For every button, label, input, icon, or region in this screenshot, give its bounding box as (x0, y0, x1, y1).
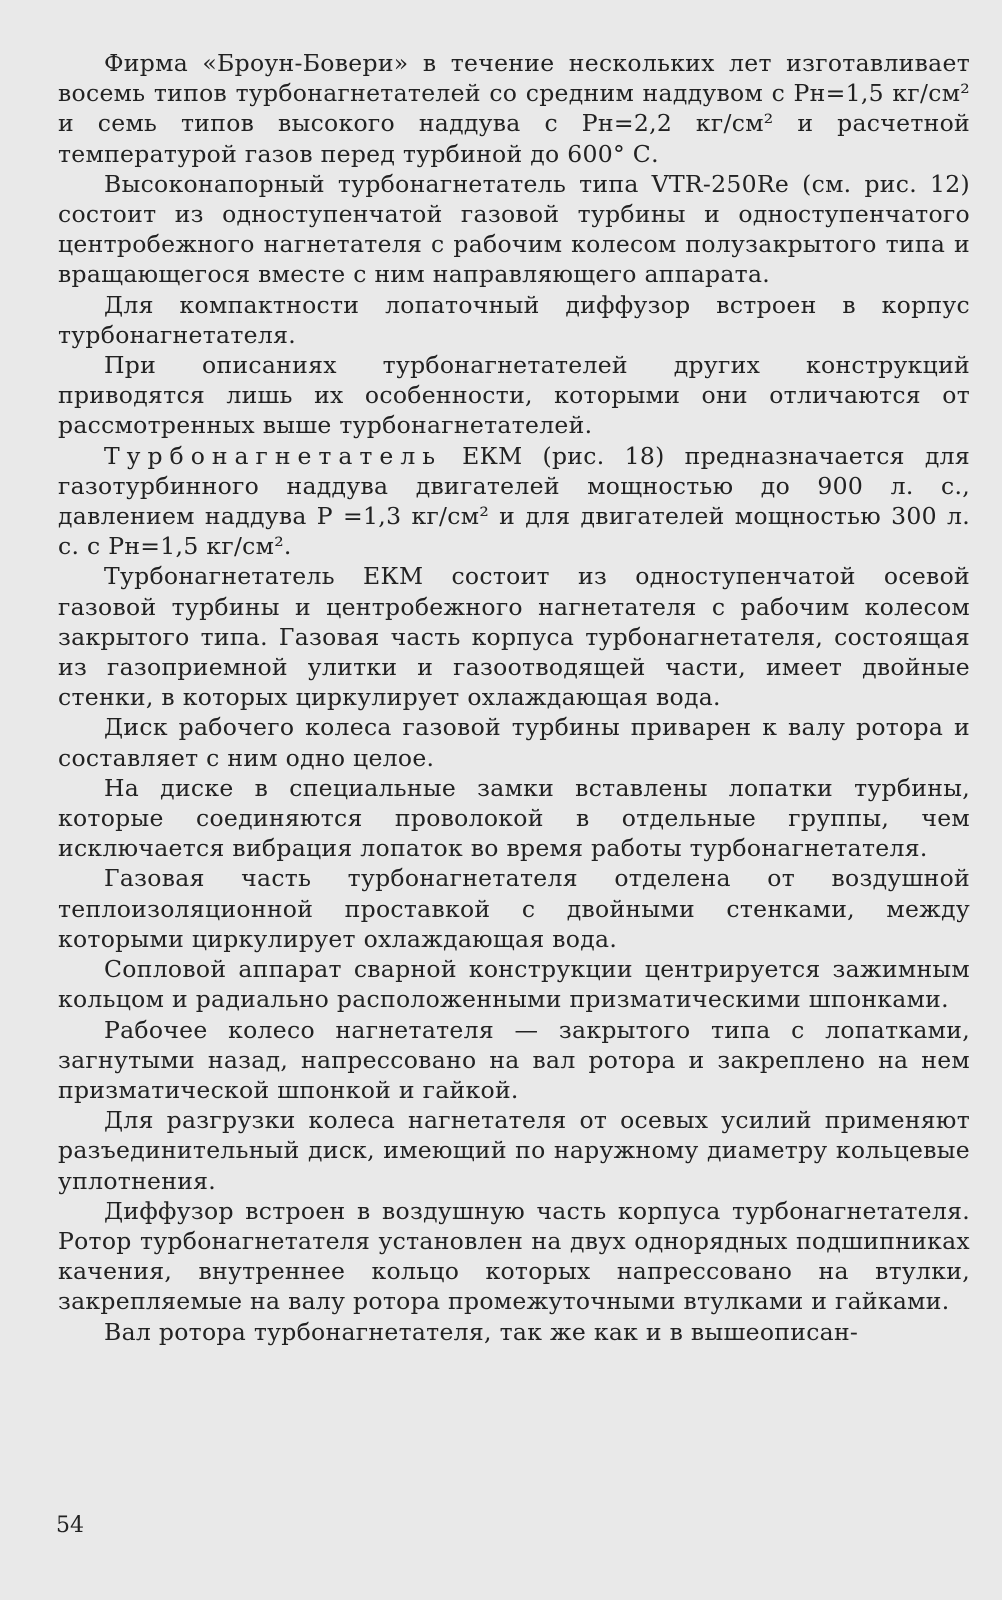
paragraph-10: Сопловой аппарат сварной конструкции центрируется зажимным кольцом и радиально расположенными призматическими шпонками. (58, 955, 970, 1014)
paragraph-7: Диск рабочего колеса газовой турбины приварен к валу ротора и составляет с ним одно целое. (58, 713, 970, 772)
paragraph-3: Для компактности лопаточный диффузор встроен в корпус турбонагнетателя. (58, 290, 970, 349)
paragraph-11: Рабочее колесо нагнетателя — закрытого типа с лопатками, загнутыми назад, напрессовано на вал ротора и закреплено на нем призматической шпонкой и гайкой. (58, 1015, 970, 1104)
paragraph-4: При описаниях турбонагнетателей других конструкций приводятся лишь их особенности, которыми они отличаются от рассмотренных выше турбонагнетателей. (58, 351, 970, 440)
paragraph-ekm (58, 441, 970, 562)
paragraph-13: Диффузор встроен в воздушную часть корпуса турбонагнетателя. Ротор турбонагнетателя установлен на двух однорядных подшипниках качения, внутреннее кольцо которых напрессовано на втулки, закрепляемые на валу ротора промежуточными втулками и гайками. (58, 1196, 970, 1316)
spaced-heading: Турбонагнетатель (104, 441, 443, 470)
paragraph-14: Вал ротора турбонагнетателя, так же как и в вышеописан- (104, 1317, 859, 1346)
paragraph-8: На диске в специальные замки вставлены лопатки турбины, которые соединяются проволокой в отдельные группы, чем исключается вибрация лопаток во время работы турбонагнетателя. (58, 773, 970, 863)
paragraph-2: Высоконапорный турбонагнетатель типа VTR-250Re (см. рис. 12) состоит из одноступенчатой газовой турбины и одноступенчатого центробежного нагнетателя с рабочим колесом полузакрытого типа и вращающегося вместе с ним направляющего аппарата. (58, 169, 970, 289)
paragraph-6: Турбонагнетатель ЕКМ состоит из одноступенчатой осевой газовой турбины и центробежного нагнетателя с рабочим колесом закрытого типа. Газовая часть корпуса турбонагнетателя, состоящая из газоприемной улитки и газоотводящей части, имеет двойные стенки, в которых циркулирует охлаждающая вода. (58, 562, 970, 712)
page-number: 54 (56, 1513, 84, 1538)
paragraph-ekm-rest: ЕКМ (рис. 18) предназначается для газотурбинного наддува двигателей мощностью до 900 л. с., давлением наддува P =1,3 кг/см² и для двигателей мощностью 300 л. с. с Pн=1,5 кг/см². (58, 441, 970, 561)
page-text-block (58, 48, 970, 1347)
paragraph-1: Фирма «Броун-Бовери» в течение нескольких лет изготавливает восемь типов турбонагнетателей со средним наддувом с Pн=1,5 кг/см² и семь типов высокого наддува с Pн=2,2 кг/см² и расчетной температурой газов перед турбиной до 600° С. (58, 49, 970, 168)
paragraph-9: Газовая часть турбонагнетателя отделена от воздушной теплоизоляционной проставкой с двойными стенками, между которыми циркулирует охлаждающая вода. (58, 864, 970, 953)
paragraph-12: Для разгрузки колеса нагнетателя от осевых усилий применяют разъединительный диск, имеющий по наружному диаметру кольцевые уплотнения. (58, 1106, 970, 1195)
